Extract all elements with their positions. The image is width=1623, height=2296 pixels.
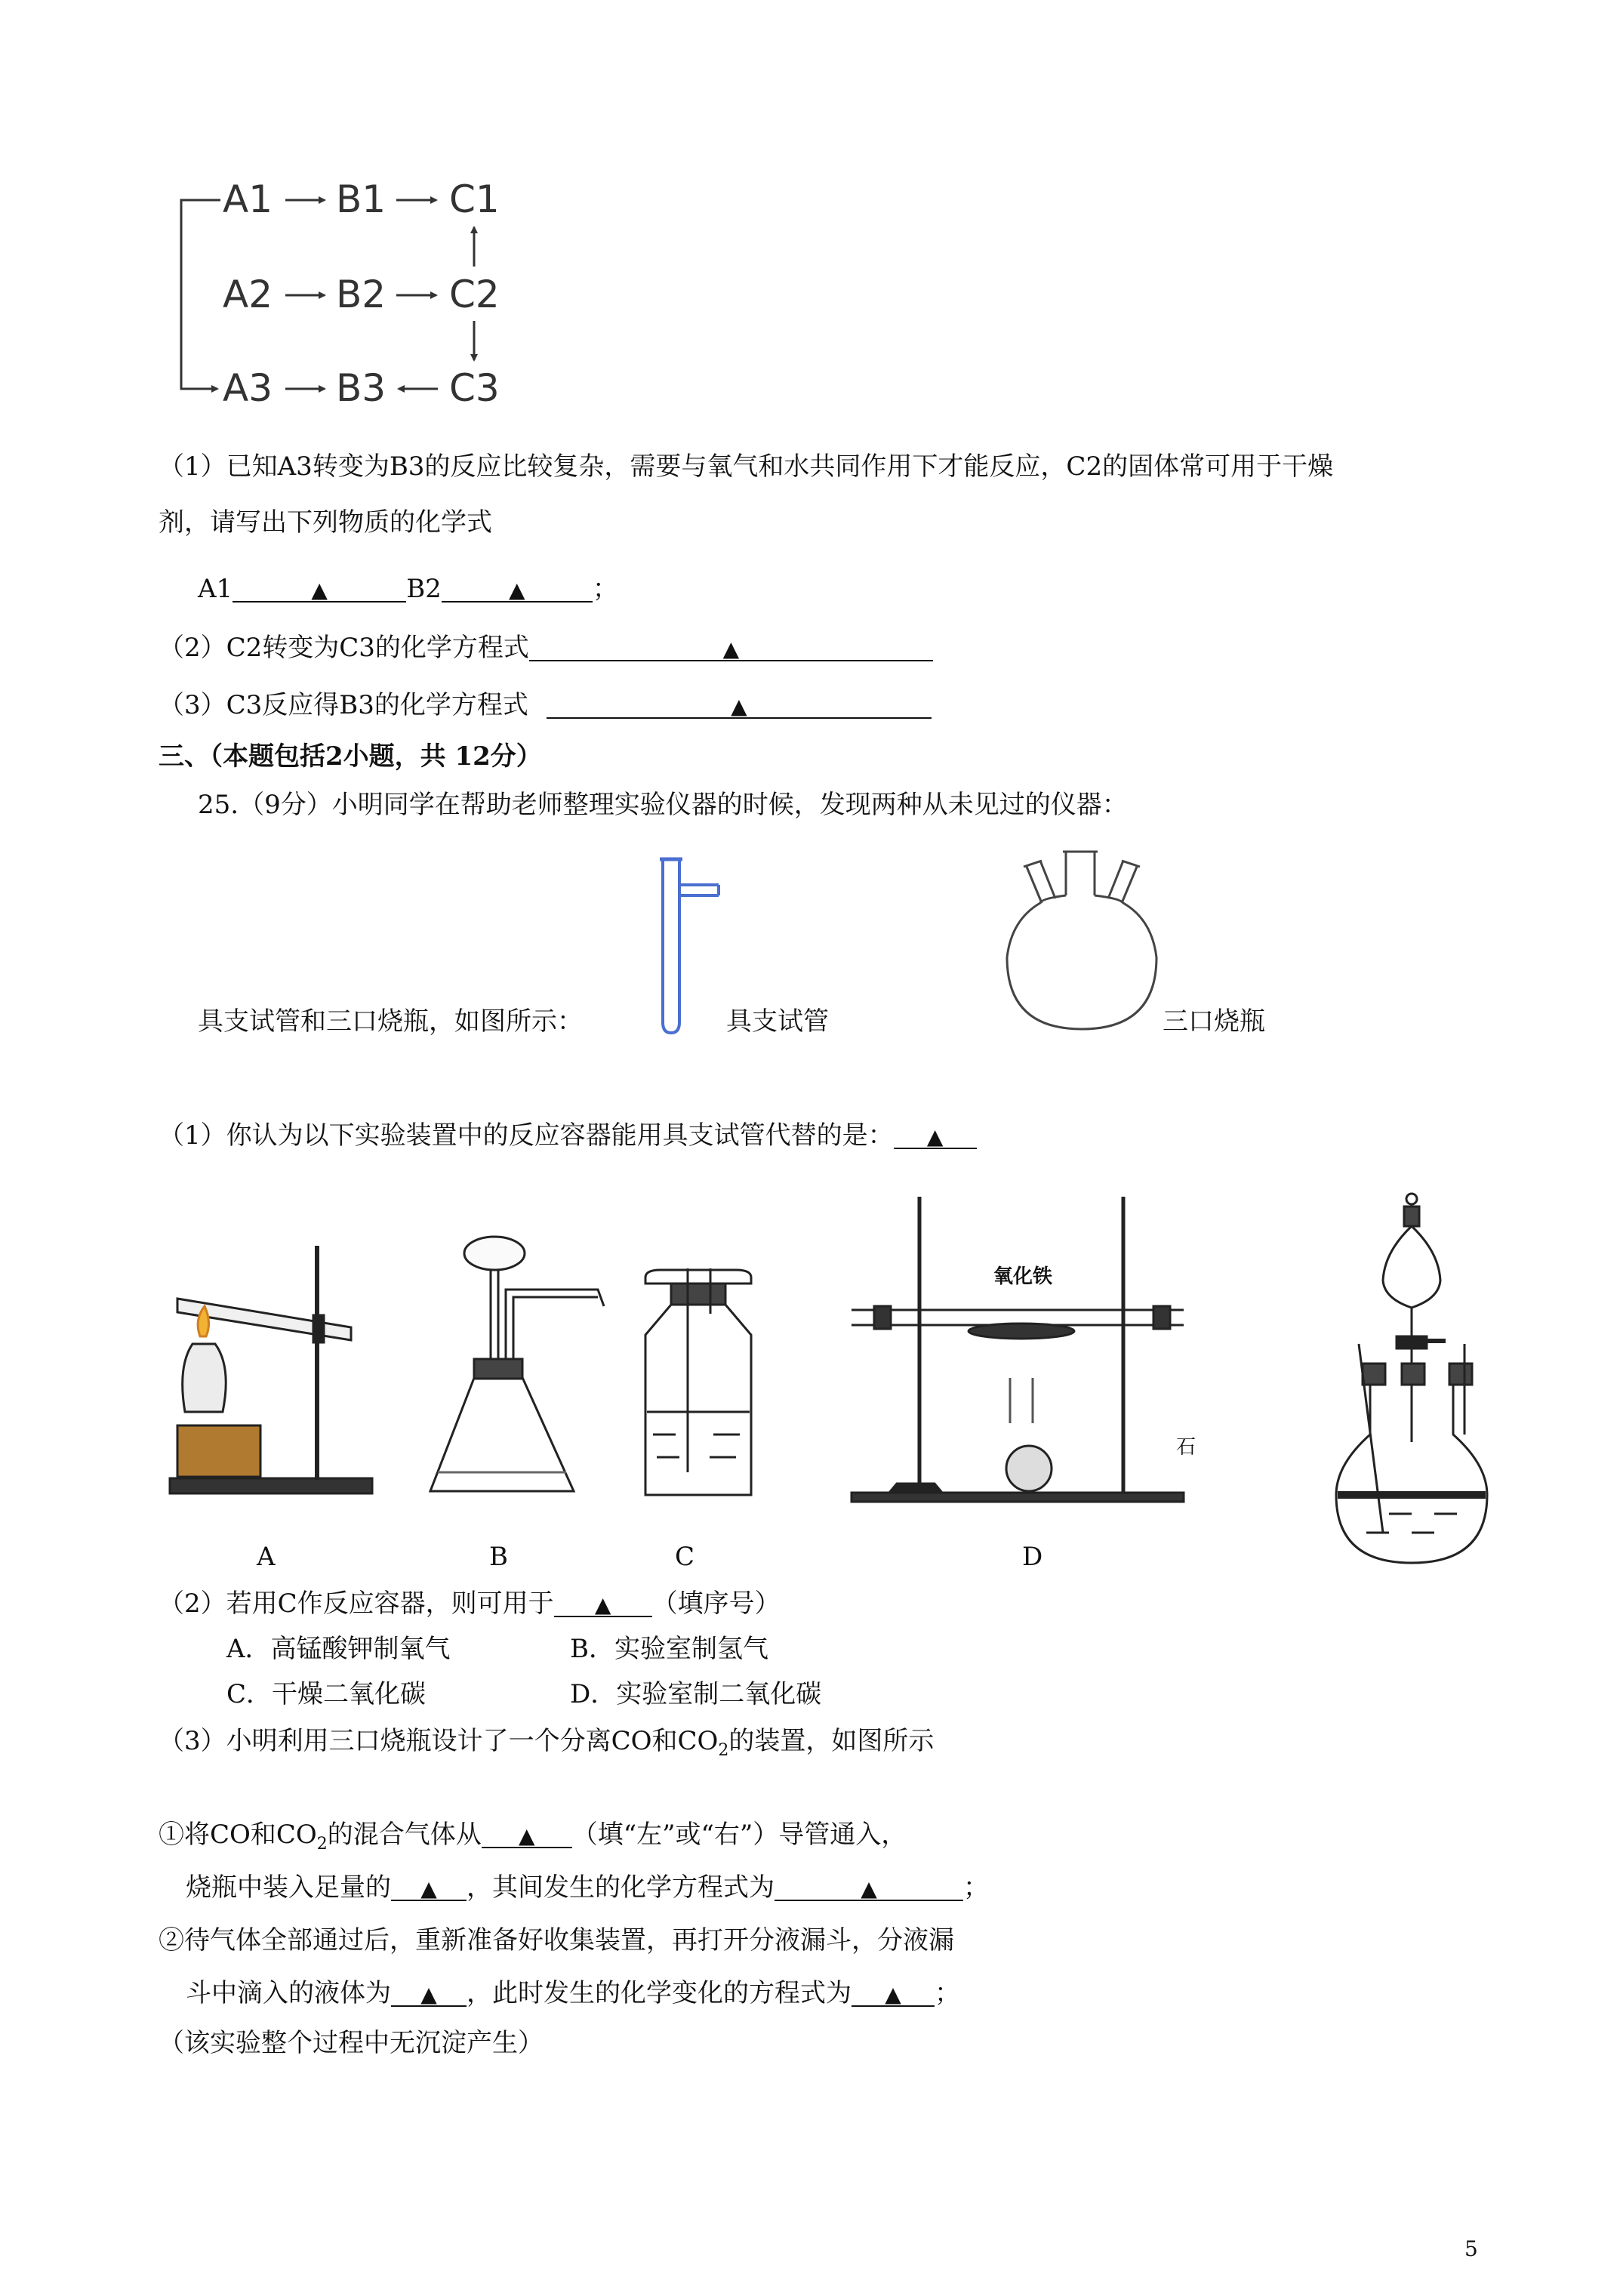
blank-a1[interactable] [233,574,406,603]
subscript-2: 2 [316,1834,328,1854]
node-a1: A1 [223,177,273,221]
q24-answer-line [198,574,618,604]
blank-q25-part2[interactable] [554,1589,652,1617]
fe2o3-label: 氧化铁 [993,1265,1053,1288]
q24-part2 [159,633,933,663]
q25-part2-text: （2）若用C作反应容器，则可用于 [159,1589,554,1619]
option-d: D．实验室制二氧化碳 [570,1679,822,1709]
blank-release-equation[interactable] [852,1978,935,2007]
apparatus-a-heating-test-tube [162,1231,396,1502]
step1-text-a: ①将CO和CO [159,1820,317,1850]
step2-line2-text-b: ，此时发生的化学变化的方程式为 [467,1978,852,2008]
blank-absorption-equation[interactable] [775,1872,963,1901]
node-c3: C3 [449,366,500,410]
q25-part1 [159,1120,977,1151]
apparatus-c-gas-washing-bottle [638,1268,759,1502]
semicolon: ； [592,574,618,604]
answer-marker: ▲ [861,1876,877,1901]
label-b2: B2 [406,574,442,604]
answer-marker: ▲ [519,1823,535,1848]
option-b: B．实验室制氢气 [570,1634,768,1664]
q24-part2-text: （2）C2转变为C3的化学方程式 [159,633,529,663]
reaction-flow-diagram [174,170,521,411]
blank-funnel-liquid[interactable] [391,1978,467,2007]
experiment-note: （该实验整个过程中无沉淀产生） [159,2028,544,2058]
step1-line2 [186,1872,989,1903]
answer-marker: ▲ [420,1982,437,2007]
label-a1: A1 [198,574,233,604]
step1-line1 [159,1820,907,1860]
node-c1: C1 [449,177,500,221]
bracket-a1-a3 [181,200,220,389]
step2-line2-text-a: 斗中滴入的液体为 [186,1978,391,2008]
node-b3: B3 [336,366,387,410]
node-a3: A3 [223,366,273,410]
node-b1: B1 [336,177,387,221]
page-number: 5 [1464,2236,1478,2261]
q25-part3 [159,1726,934,1766]
answer-marker: ▲ [731,694,747,719]
answer-marker: ▲ [722,636,740,661]
apparatus-d-iron-oxide-reduction [852,1197,1199,1506]
answer-marker: ▲ [594,1592,611,1617]
step1-text-c: （填“左”或“右”）导管通入， [571,1820,907,1850]
step1-text-b: 的混合气体从 [327,1820,482,1850]
fig-intro-text: 具支试管和三口烧瓶，如图所示： [198,1006,583,1037]
answer-marker: ▲ [885,1982,901,2007]
blank-inlet-side[interactable] [482,1820,572,1848]
label-apparatus-c: C [675,1542,695,1572]
step1-line2-text-b: ，其间发生的化学方程式为 [467,1872,775,1903]
blank-b2[interactable] [442,574,593,603]
answer-marker: ▲ [926,1124,944,1149]
label-three-neck-flask: 三口烧瓶 [1163,1006,1265,1037]
blank-c2-c3-equation[interactable] [529,633,933,661]
label-apparatus-a: A [257,1542,276,1572]
apparatus-b-flask-funnel [423,1223,611,1510]
answer-marker: ▲ [311,578,328,603]
q24-part3-text: （3）C3反应得B3的化学方程式 [159,690,528,720]
step2-line2 [186,1978,960,2008]
q25-part2-suffix: （填序号） [651,1589,781,1619]
q25-part3-text: （3）小明利用三口烧瓶设计了一个分离CO和CO [159,1726,719,1756]
three-neck-flask-icon [996,844,1170,1033]
q24-part3 [159,690,932,720]
q24-part1-line1: （1）已知A3转变为B3的反应比较复杂，需要与氧气和水共同作用下才能反应，C2的固体常可用于干燥 [159,451,1334,482]
label-apparatus-d: D [1022,1542,1043,1572]
side-arm-test-tube-icon [655,855,723,1036]
option-c: C．干燥二氧化碳 [226,1679,427,1709]
node-c2: C2 [449,273,500,316]
semicolon: ； [963,1872,989,1903]
co-co2-separation-apparatus [1329,1193,1502,1586]
blank-flask-reagent[interactable] [391,1872,467,1901]
answer-marker: ▲ [420,1876,437,1901]
q24-part1-line2: 剂，请写出下列物质的化学式 [159,507,492,538]
blank-q25-part1[interactable] [894,1120,977,1149]
step2-line1: ②待气体全部通过后，重新准备好收集装置，再打开分液漏斗，分液漏 [159,1925,954,1955]
q25-part1-text: （1）你认为以下实验装置中的反应容器能用具支试管代替的是： [159,1120,894,1151]
q25-part3-suffix: 的装置，如图所示 [728,1726,935,1756]
blank-c3-b3-equation[interactable] [547,690,932,719]
q25-intro: 25.（9分）小明同学在帮助老师整理实验仪器的时候，发现两种从未见过的仪器： [198,790,1128,820]
q25-part2 [159,1589,781,1619]
semicolon: ； [935,1978,960,2008]
node-b2: B2 [336,273,387,316]
label-apparatus-b: B [489,1542,508,1572]
subscript-2: 2 [718,1740,729,1760]
section-3-heading: 三、（本题包括2小题，共 12分） [159,741,542,772]
answer-marker: ▲ [509,578,525,603]
step1-line2-text-a: 烧瓶中装入足量的 [186,1872,391,1903]
stone-label: 石 [1176,1436,1196,1459]
label-side-arm-test-tube: 具支试管 [726,1006,829,1037]
node-a2: A2 [223,273,273,316]
option-a: A．高锰酸钾制氧气 [226,1634,451,1664]
